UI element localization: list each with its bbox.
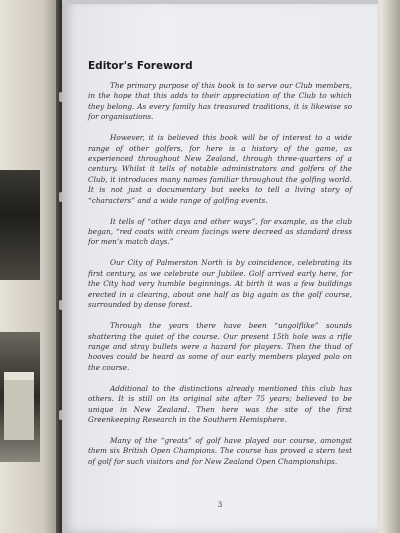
page-top-edge [62,0,378,4]
left-page-photo-bottom [0,332,40,462]
paragraph: However, it is believed this book will be of interest to a wide range of other golfers, for here is a history of the game, as experienced throughout New Zealand, through three-quarters of a century. Whilst it tells of notable administrators and golfers of the Club, it introduces many names familiar throughout the golfing world. It is not just a documentary but seeks to tell a living story of “characters” and a wide range of golfing events. [88,133,352,205]
left-page-photo-top [0,170,40,280]
paragraph: Many of the “greats” of golf have played our course, amongst them six British Open Champions. The course has proved a stern test of golf for such visitors and for New Zealand Open Championships. [88,435,352,466]
paragraph: Additional to the distinctions already mentioned this club has others. It is still on its original site after 75 years; believed to be unique in New Zealand. Then here was the site of the first Greenkeeping Research in the Southern Hemisphere. [88,383,352,424]
paragraph: Our City of Palmerston North is by coincidence, celebrating its first century, as we celebrate our Jubilee. Golf arrived early here, for the City had very humble beginnings. At birth it was a few buildings erected in a clearing, about one half as big again as the golf course, surrounded by dense forest. [88,258,352,310]
paragraph: It tells of “other days and other ways”, for example, as the club began, “red coats with cream facings were decreed as standard dress for men’s match days.” [88,216,352,247]
photo-building [4,372,34,440]
paragraph: Through the years there have been “ungolflike” sounds shattering the quiet of the course. Our present 15th hole was a rifle range and stray bullets were a hazard for players. Then the thud of hooves could be heard as some of our early members played polo on the course. [88,321,352,372]
paragraph: The primary purpose of this book is to serve our Club members, in the hope that this adds to their appreciation of the Club to which they belong. As every family has treasured traditions, it is likewise so for organisations. [88,81,352,122]
page-number: 3 [217,501,223,509]
page-content [88,60,352,509]
page-heading: Editor's Foreword [88,60,193,72]
